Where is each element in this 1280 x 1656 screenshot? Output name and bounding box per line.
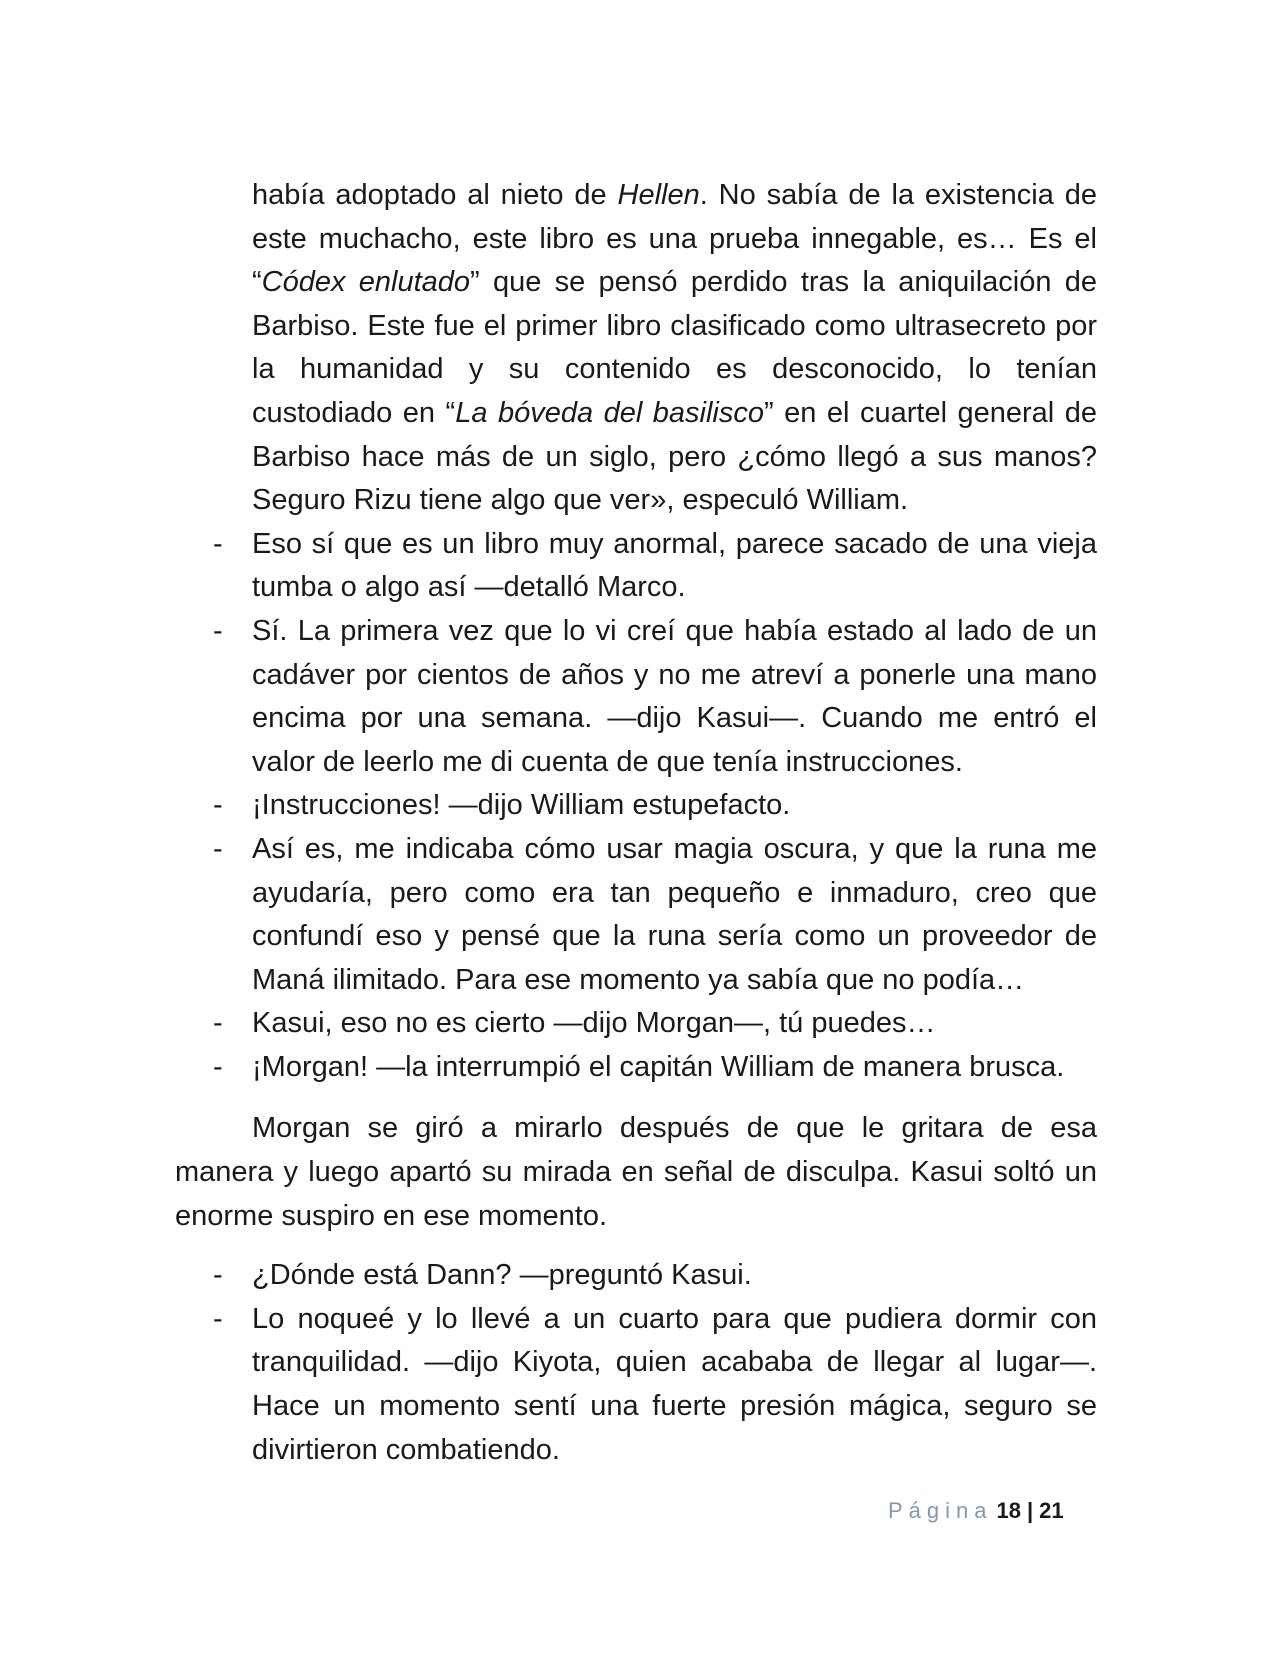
dialogue-line xyxy=(175,784,1097,828)
narrative-paragraph: Morgan se giró a mirarlo después de que le gritara de esa manera y luego apartó su mirada en señal de disculpa. Kasui soltó un enorme suspiro en ese momento. xyxy=(175,1112,1097,1232)
dialogue-text: ¡Morgan! —la interrumpió el capitán William de manera brusca. xyxy=(252,1050,1065,1083)
dialogue-text: Sí. La primera vez que lo vi creí que había estado al lado de un cadáver por cientos de años y no me atreví a ponerle una mano encima por una semana. —dijo Kasui—. Cuando me entró el valor de leerlo me di cuenta de que tenía instrucciones. xyxy=(252,614,1097,778)
continuation-paragraph xyxy=(252,174,1097,523)
footer-separator: | xyxy=(1027,1498,1034,1523)
text-run: . No sabía de la existencia de este muchacho, este libro es una prueba innegable, es… Es el “ xyxy=(252,179,1097,299)
text-run: había adoptado al nieto de xyxy=(252,179,618,211)
dialogue-text: ¿Dónde está Dann? —preguntó Kasui. xyxy=(252,1259,752,1292)
text-run-italic: Códex enlutado xyxy=(261,266,471,299)
dash-marker: - xyxy=(213,1007,223,1040)
page-number: 18 xyxy=(996,1498,1021,1523)
dash-marker: - xyxy=(213,614,223,647)
dialogue-line xyxy=(175,610,1097,784)
dialogue-line xyxy=(175,1046,1097,1090)
dialogue-line xyxy=(175,1254,1097,1298)
dialogue-line xyxy=(175,1298,1097,1472)
dialogue-text: Eso sí que es un libro muy anormal, parece sacado de una vieja tumba o algo así —detalló Marco. xyxy=(252,527,1097,604)
text-run-italic: La bóveda del basilisco xyxy=(455,396,764,429)
dialogue-text: Así es, me indicaba cómo usar magia oscura, y que la runa me ayudaría, pero como era tan pequeño e inmaduro, creo que confundí eso y pensé que la runa sería como un proveedor de Maná ilimitado. Para ese momento ya sabía que no podía… xyxy=(252,832,1097,996)
dash-marker: - xyxy=(213,527,223,560)
dialogue-text: ¡Instrucciones! —dijo William estupefacto. xyxy=(252,789,791,822)
dash-marker: - xyxy=(213,789,223,822)
text-run: ” que se pensó perdido tras la aniquilación de Barbiso. Este fue el primer libro clasificado como ultrasecreto por la humanidad y su contenido es desconocido, lo tenían custodiado en “ xyxy=(252,266,1097,429)
page-body-text xyxy=(175,145,1097,1472)
page-footer xyxy=(888,1498,1064,1524)
dialogue-line xyxy=(175,523,1097,610)
page-label: Página xyxy=(888,1498,993,1523)
dialogue-text: Kasui, eso no es cierto —dijo Morgan—, tú puedes… xyxy=(252,1007,936,1040)
dialogue-line xyxy=(175,828,1097,1002)
text-run: ” en el cuartel general de Barbiso hace más de un siglo, pero ¿cómo llegó a sus manos? Seguro Rizu tiene algo que ver», especuló William. xyxy=(252,396,1098,517)
page-total: 21 xyxy=(1039,1498,1064,1523)
dialogue-list xyxy=(175,1254,1097,1472)
dash-marker: - xyxy=(213,832,223,865)
text-run-italic: Hellen xyxy=(617,179,700,211)
dash-marker: - xyxy=(213,1259,223,1292)
dialogue-list xyxy=(175,523,1097,1090)
dash-marker: - xyxy=(213,1050,223,1083)
dialogue-line xyxy=(175,1002,1097,1046)
dialogue-text: Lo noqueé y lo llevé a un cuarto para que pudiera dormir con tranquilidad. —dijo Kiyota, quien acababa de llegar al lugar—. Hace un momento sentí una fuerte presión mágica, seguro se divirtieron combatiendo. xyxy=(252,1302,1097,1466)
dash-marker: - xyxy=(213,1302,223,1335)
